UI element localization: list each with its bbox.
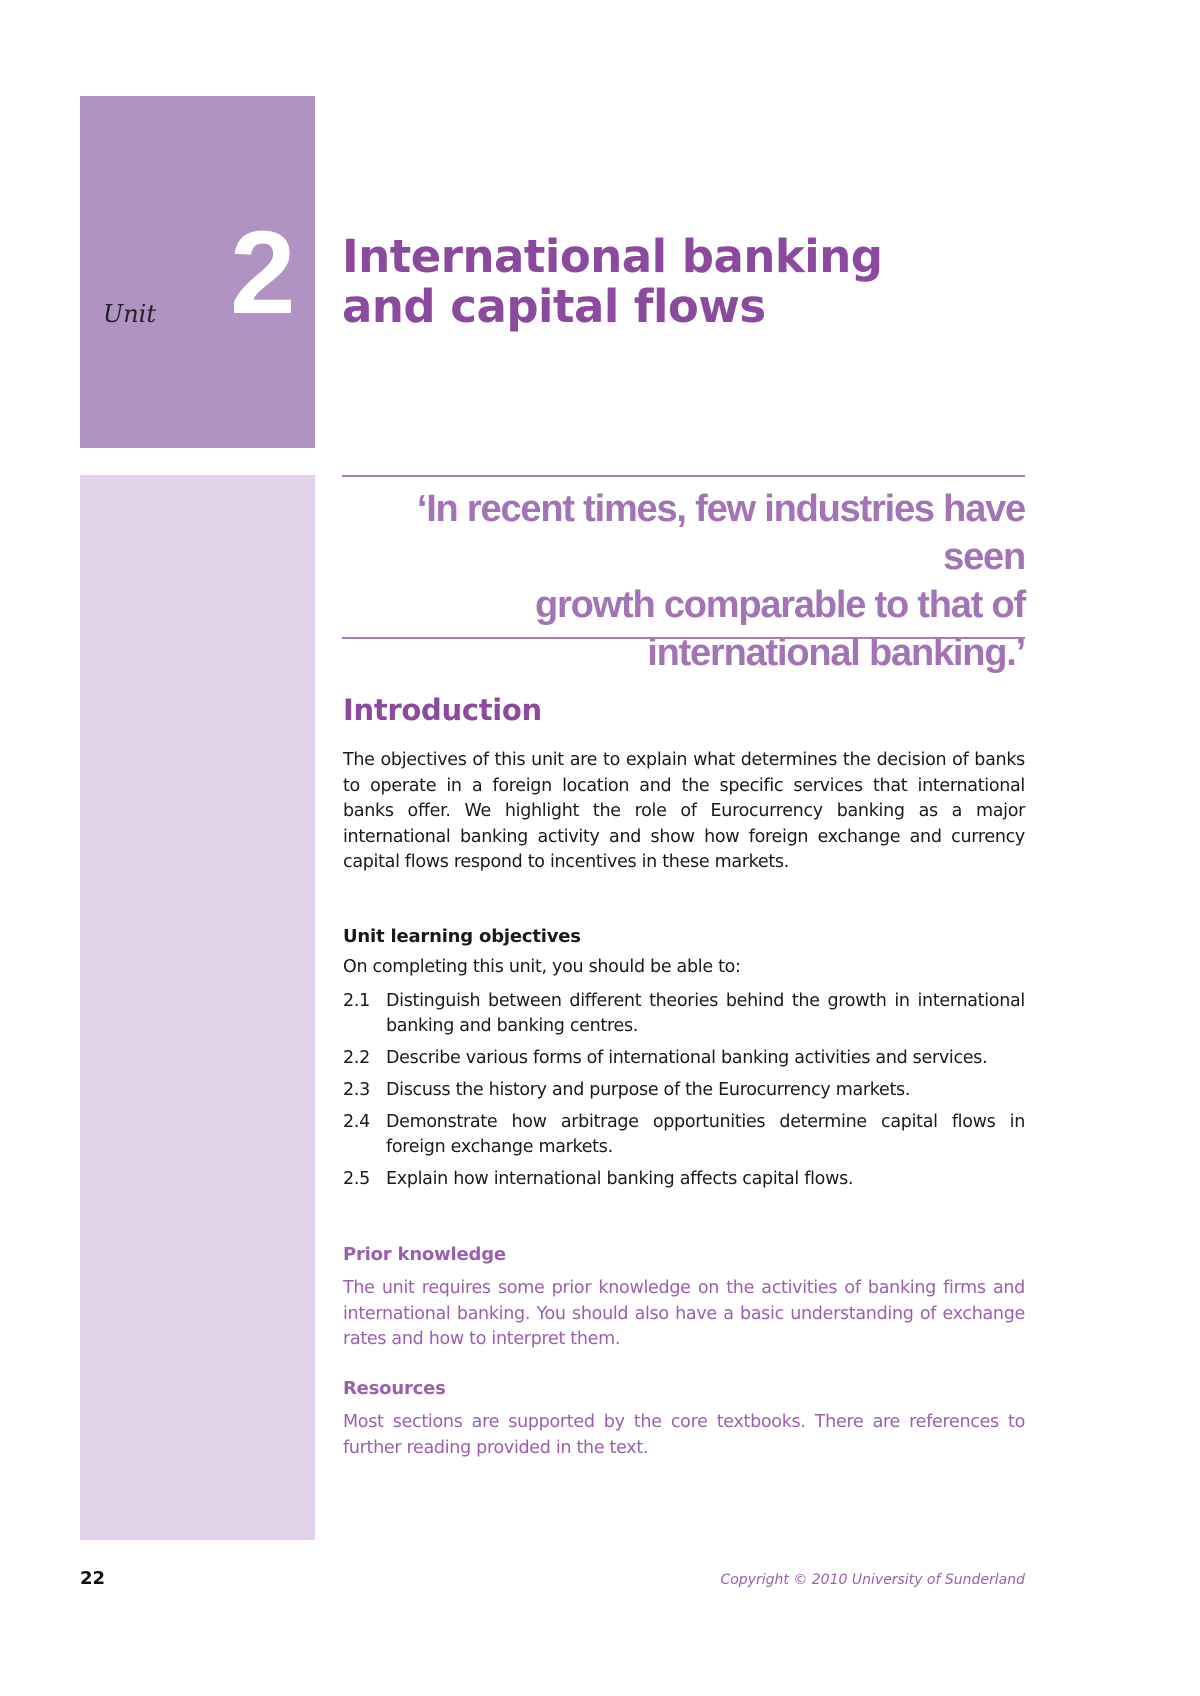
objective-text: Discuss the history and purpose of the Eurocurrency markets.: [386, 1080, 911, 1100]
objective-text: Describe various forms of international banking activities and services.: [386, 1048, 988, 1068]
resources-heading: Resources: [343, 1378, 446, 1399]
unit-number: 2: [230, 207, 296, 339]
quote-top-rule: [342, 475, 1025, 477]
prior-knowledge-heading: Prior knowledge: [343, 1244, 506, 1265]
list-item: [343, 1110, 1025, 1160]
objective-number: 2.5: [343, 1169, 370, 1189]
objectives-list: [343, 989, 1025, 1199]
list-item: [343, 1046, 1025, 1071]
page-number: 22: [80, 1568, 106, 1589]
objective-text: Demonstrate how arbitrage opportunities determine capital flows in foreign exchange markets.: [386, 1112, 1025, 1157]
unit-title: [342, 232, 1102, 332]
sidebar-panel: [80, 475, 315, 1540]
quote-bottom-rule: [342, 637, 1025, 639]
prior-knowledge-text: The unit requires some prior knowledge on the activities of banking firms and international banking. You should also have a basic understanding of exchange rates and how to interpret them.: [343, 1278, 1025, 1349]
unit-label: Unit: [103, 300, 157, 328]
objective-number: 2.2: [343, 1048, 370, 1068]
objectives-lead: On completing this unit, you should be able to:: [343, 957, 741, 977]
objective-number: 2.3: [343, 1080, 370, 1100]
pull-quote-line-1: ‘In recent times, few industries have seen: [416, 488, 1025, 578]
objective-text: Explain how international banking affects capital flows.: [386, 1169, 854, 1189]
introduction-heading: Introduction: [343, 693, 542, 727]
list-item: [343, 989, 1025, 1039]
objective-text: Distinguish between different theories behind the growth in international banking and banking centres.: [386, 991, 1025, 1036]
objectives-heading: Unit learning objectives: [343, 926, 581, 947]
unit-title-line-2: and capital flows: [342, 280, 766, 333]
list-item: [343, 1167, 1025, 1192]
objective-number: 2.4: [343, 1112, 370, 1132]
list-item: [343, 1078, 1025, 1103]
objective-number: 2.1: [343, 991, 370, 1011]
pull-quote-line-2: growth comparable to that of: [535, 584, 1025, 626]
resources-text: Most sections are supported by the core textbooks. There are references to further reading provided in the text.: [343, 1412, 1025, 1458]
introduction-text: The objectives of this unit are to explain what determines the decision of banks to operate in a foreign location and the specific services that international banks offer. We highlight the role of Eurocurrency banking as a major international banking activity and show how foreign exchange and currency capital flows respond to incentives in these markets.: [343, 750, 1025, 872]
pull-quote: [342, 485, 1025, 677]
pull-quote-line-3: international banking.’: [647, 632, 1025, 674]
copyright-notice: Copyright © 2010 University of Sunderland: [720, 1572, 1025, 1588]
unit-title-line-1: International banking: [342, 230, 883, 283]
